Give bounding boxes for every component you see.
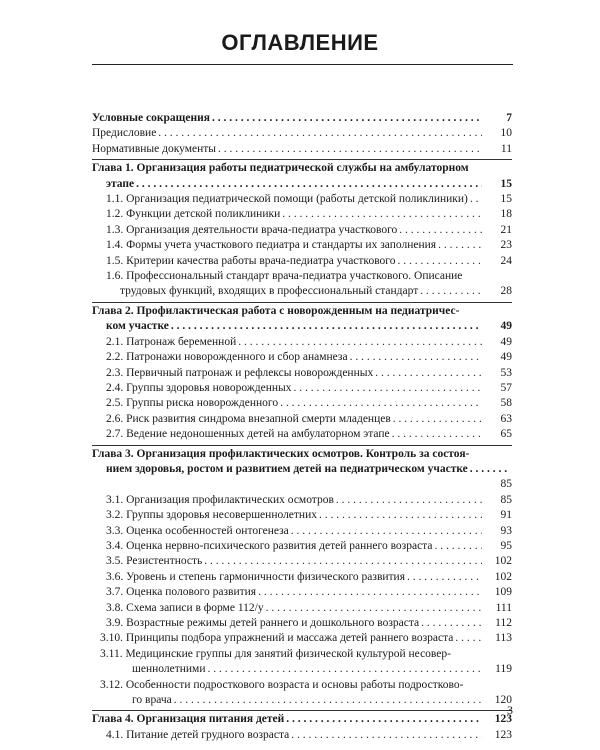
toc-entry-3-2[interactable]: 3.2. Группы здоровья несовершеннолетних . . . 91	[92, 508, 512, 523]
toc-entry-3-1[interactable]: 3.1. Организация профилактических осмотров . . . 85	[92, 493, 512, 508]
toc-entry-3-4[interactable]: 3.4. Оценка нервно-психического развития детей раннего возраста . . . 95	[92, 539, 512, 554]
toc-entry-1-1[interactable]: 1.1. Организация педиатрической помощи (работы детской поликлиники) . . . 15	[92, 192, 512, 207]
toc-entry-2-1[interactable]: 2.1. Патронаж беременной . . . 49	[92, 335, 512, 350]
toc-entry-3-11[interactable]: 3.11. Медицинские группы для занятий физической культурой несовер- шеннолетними . . . 119	[92, 647, 512, 678]
toc-entry-3-8[interactable]: 3.8. Схема записи в форме 112/у . . . 111	[92, 601, 512, 616]
toc-entry-3-3[interactable]: 3.3. Оценка особенностей онтогенеза . . . 93	[92, 524, 512, 539]
chapter-1-heading[interactable]: Глава 1. Организация работы педиатрической службы на амбулаторном этапе . . . 15	[92, 159, 512, 192]
chapter-4-heading[interactable]: Глава 4. Организация питания детей . . . 123	[92, 710, 512, 727]
toc-entry-3-6[interactable]: 3.6. Уровень и степень гармоничности физического развития . . . 102	[92, 570, 512, 585]
toc-entry-normative-documents[interactable]: Нормативные документы . . . 11	[92, 142, 512, 157]
page-title: ОГЛАВЛЕНИЕ	[221, 30, 379, 55]
toc-entry-3-10[interactable]: 3.10. Принципы подбора упражнений и массажа детей раннего возраста . . . 113	[92, 631, 512, 646]
toc-entry-abbreviations[interactable]: Условные сокращения . . . 7	[92, 111, 512, 126]
toc-entry-1-6[interactable]: 1.6. Профессиональный стандарт врача-педиатра участкового. Описание трудовых функций, входящих в профессиональный стандарт . . . 28	[92, 269, 512, 300]
table-of-contents	[92, 111, 512, 743]
toc-entry-1-3[interactable]: 1.3. Организация деятельности врача-педиатра участкового . . . 21	[92, 223, 512, 238]
toc-entry-3-5[interactable]: 3.5. Резистентность . . . 102	[92, 554, 512, 569]
toc-entry-3-12[interactable]: 3.12. Особенности подросткового возраста и основы работы подростково- го врача . . . 120	[92, 678, 512, 709]
toc-entry-2-4[interactable]: 2.4. Группы здоровья новорожденных . . . 57	[92, 381, 512, 396]
toc-entry-2-3[interactable]: 2.3. Первичный патронаж и рефлексы новорожденных . . . 53	[92, 366, 512, 381]
toc-entry-preface[interactable]: Предисловие . . . 10	[92, 126, 512, 141]
toc-entry-1-5[interactable]: 1.5. Критерии качества работы врача-педиатра участкового . . . 24	[92, 254, 512, 269]
toc-entry-2-2[interactable]: 2.2. Патронажи новорожденного и сбор анамнеза . . . 49	[92, 350, 512, 365]
toc-entry-3-7[interactable]: 3.7. Оценка полового развития . . . 109	[92, 585, 512, 600]
toc-entry-1-2[interactable]: 1.2. Функции детской поликлиники . . . 18	[92, 207, 512, 222]
toc-entry-2-6[interactable]: 2.6. Риск развития синдрома внезапной смерти младенцев . . . 63	[92, 412, 512, 427]
toc-entry-3-9[interactable]: 3.9. Возрастные режимы детей раннего и дошкольного возраста . . . 112	[92, 616, 512, 631]
chapter-3-heading[interactable]: Глава 3. Организация профилактических осмотров. Контроль за состоя- нием здоровья, ростом и развитием детей на педиатрическом участке . . . 85	[92, 445, 512, 493]
toc-entry-4-1[interactable]: 4.1. Питание детей грудного возраста . . . 123	[92, 728, 512, 743]
toc-entry-2-5[interactable]: 2.5. Группы риска новорожденного . . . 58	[92, 396, 512, 411]
title-divider	[92, 64, 513, 65]
toc-entry-1-4[interactable]: 1.4. Формы учета участкового педиатра и стандарты их заполнения . . . 23	[92, 238, 512, 253]
chapter-2-heading[interactable]: Глава 2. Профилактическая работа с новорожденным на педиатричес- ком участке . . . 49	[92, 302, 512, 335]
toc-entry-2-7[interactable]: 2.7. Ведение недоношенных детей на амбулаторном этапе . . . 65	[92, 427, 512, 442]
page-number: 3	[507, 703, 513, 717]
